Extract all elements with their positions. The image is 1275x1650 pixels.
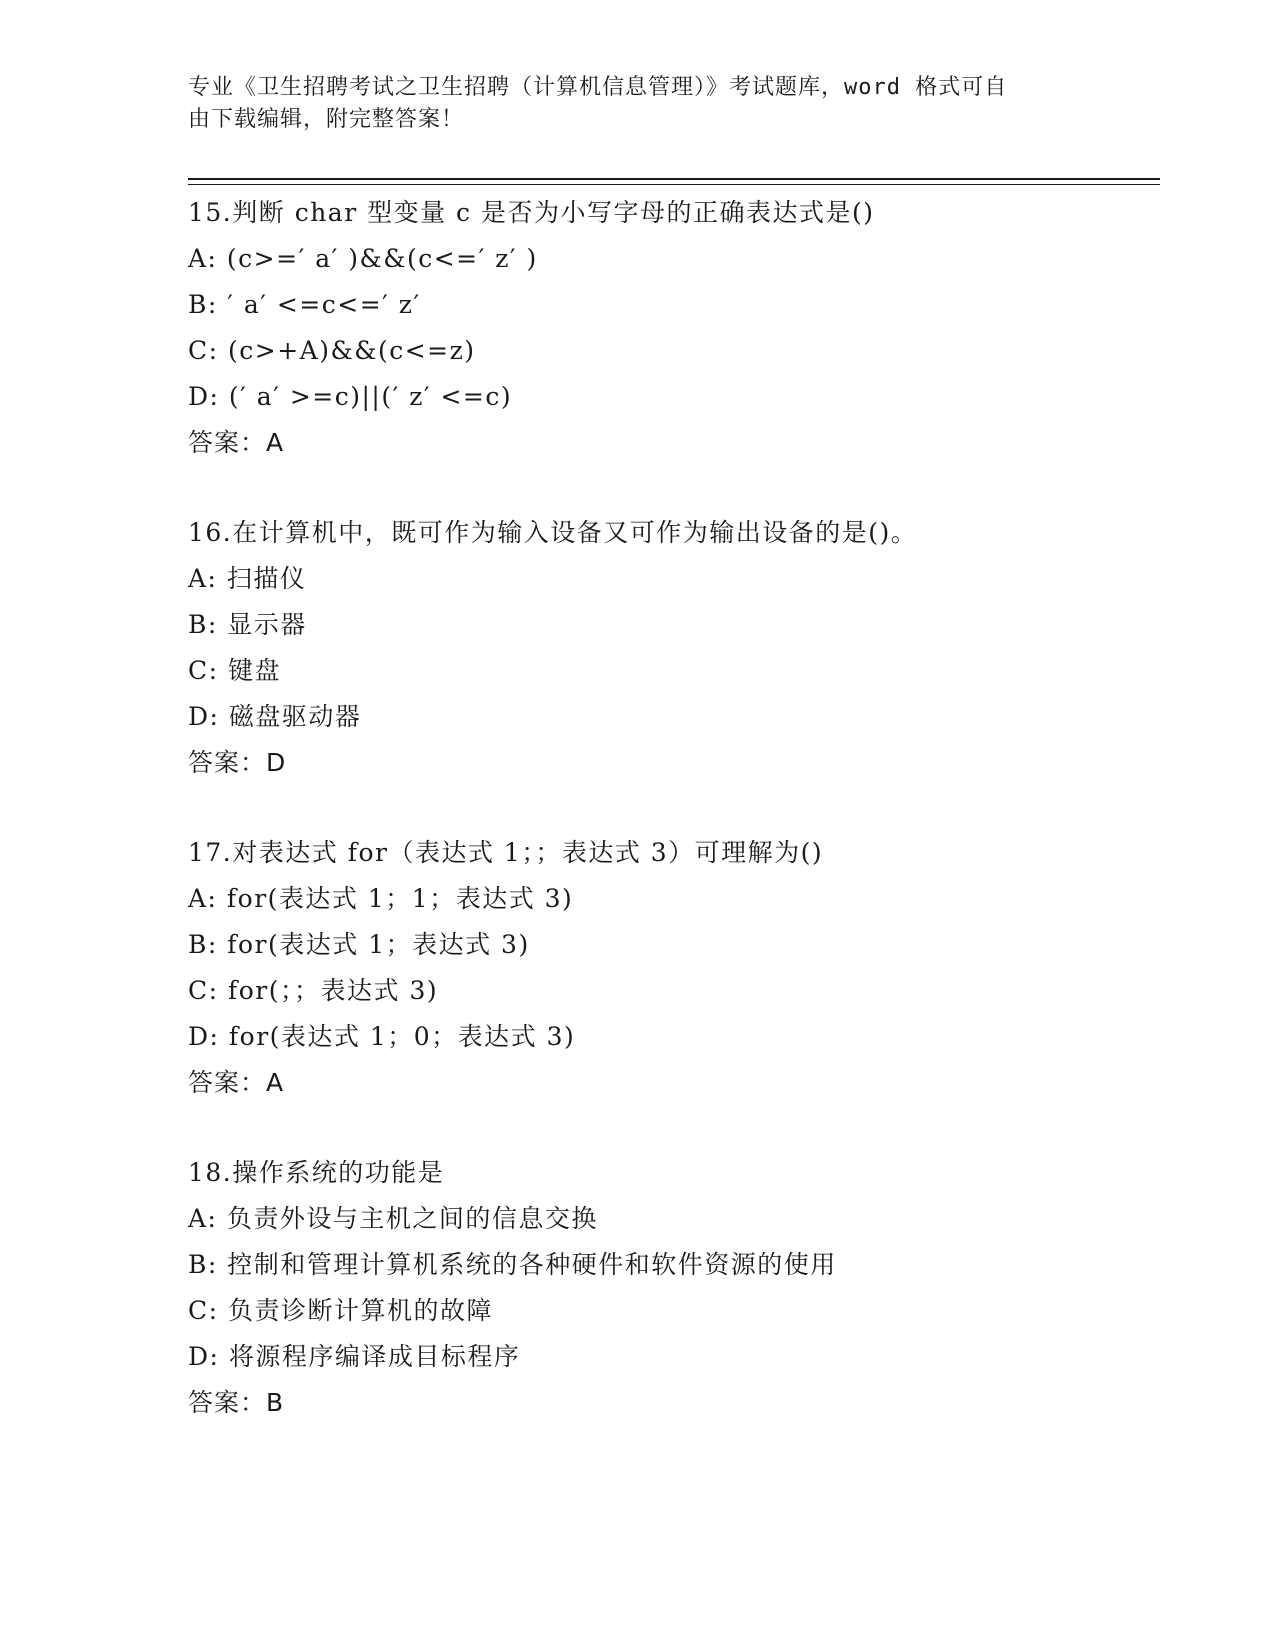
option-d: D: for(表达式 1；0；表达式 3) — [188, 1022, 576, 1051]
question-stem: 15.判断 char 型变量 c 是否为小写字母的正确表达式是() — [188, 198, 875, 227]
question-16 — [188, 510, 1168, 786]
question-stem: 17.对表达式 for（表达式 1；；表达式 3）可理解为() — [188, 838, 824, 867]
option-c: C: (c>+A)&&(c<=z) — [188, 336, 476, 365]
option-c: C: 负责诊断计算机的故障 — [188, 1296, 493, 1325]
question-stem: 16.在计算机中，既可作为输入设备又可作为输出设备的是()。 — [188, 518, 918, 547]
header-line-2: 由下载编辑，附完整答案！ — [188, 107, 465, 132]
answer-line: 答案：A — [188, 428, 285, 457]
header-divider-thin — [188, 184, 1160, 185]
option-a: A: 负责外设与主机之间的信息交换 — [188, 1204, 598, 1233]
option-b: B: 显示器 — [188, 610, 307, 639]
answer-line: 答案：A — [188, 1068, 285, 1097]
question-18 — [188, 1150, 1168, 1426]
option-a: A: (c>=′ a′ )&&(c<=′ z′ ) — [188, 244, 538, 273]
option-b: B: for(表达式 1；表达式 3) — [188, 930, 530, 959]
option-b: B: ′ a′ <=c<=′ z′ — [188, 290, 421, 319]
option-d: D: 磁盘驱动器 — [188, 702, 362, 731]
answer-line: 答案：D — [188, 748, 287, 777]
header-line-1: 专业《卫生招聘考试之卫生招聘（计算机信息管理）》考试题库，word 格式可自 — [188, 75, 1008, 100]
answer-line: 答案：B — [188, 1388, 285, 1417]
option-d: D: (′ a′ >=c)||(′ z′ <=c) — [188, 382, 513, 411]
option-b: B: 控制和管理计算机系统的各种硬件和软件资源的使用 — [188, 1250, 837, 1279]
document-header — [188, 72, 1068, 136]
option-c: C: for(；；表达式 3) — [188, 976, 439, 1005]
question-stem: 18.操作系统的功能是 — [188, 1158, 445, 1187]
option-d: D: 将源程序编译成目标程序 — [188, 1342, 521, 1371]
header-divider-thick — [188, 178, 1160, 180]
option-a: A: for(表达式 1；1；表达式 3) — [188, 884, 574, 913]
question-17 — [188, 830, 1168, 1106]
option-a: A: 扫描仪 — [188, 564, 307, 593]
option-c: C: 键盘 — [188, 656, 281, 685]
question-15 — [188, 190, 1168, 466]
